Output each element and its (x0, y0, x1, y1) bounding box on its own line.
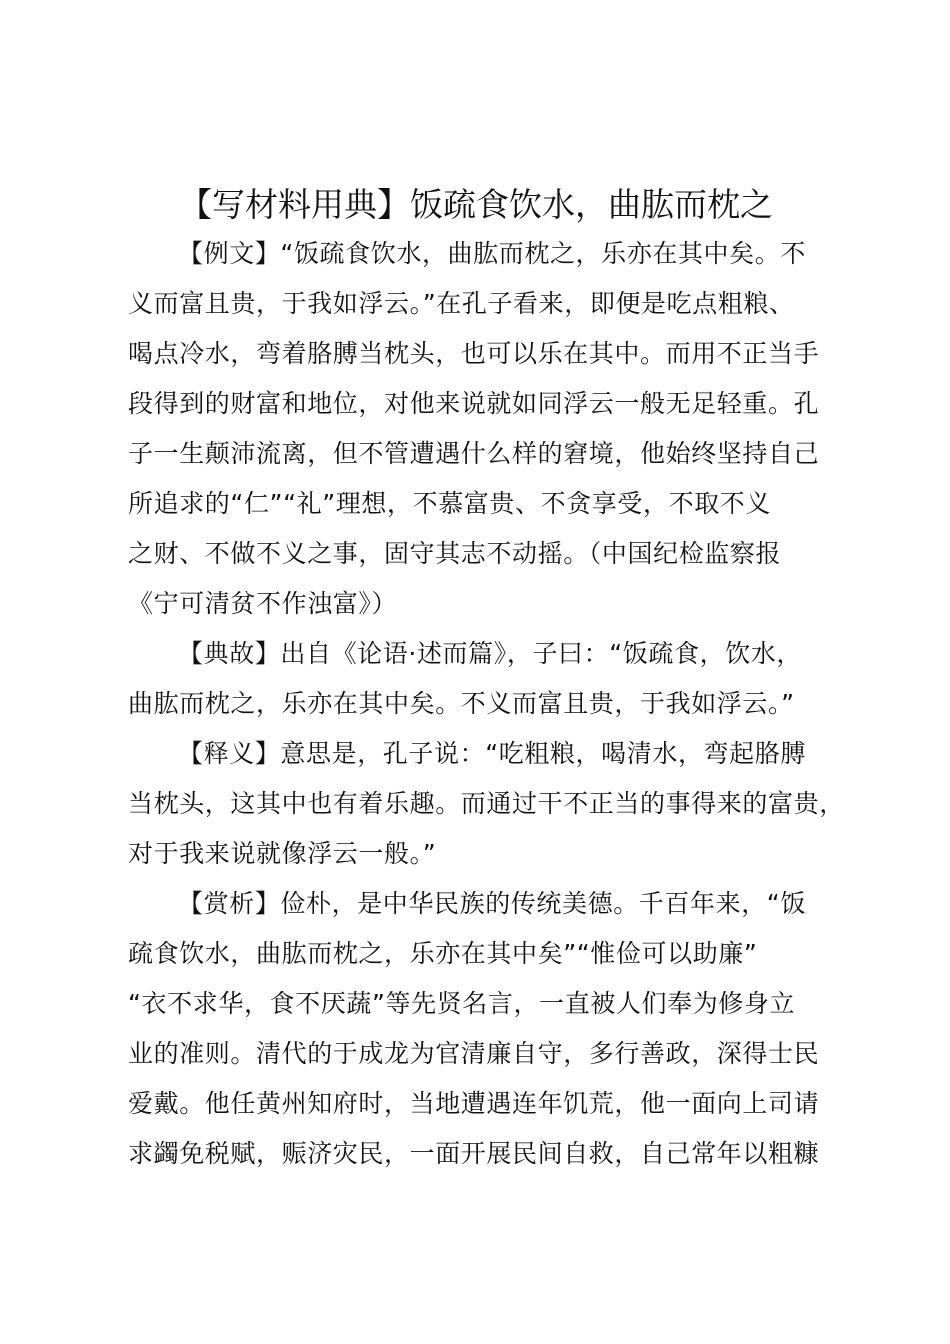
paragraph-appreciation-line: 【赏析】俭朴，是中华民族的传统美德。千百年来，“饭 (178, 889, 806, 918)
paragraph-example-line: 段得到的财富和地位，对他来说就如同浮云一般无足轻重。孔 (128, 389, 820, 418)
paragraph-appreciation-line: 爱戴。他任黄州知府时，当地遭遇连年饥荒，他一面向上司请 (128, 1089, 820, 1118)
paragraph-appreciation-line: 求蠲免税赋，赈济灾民，一面开展民间自救，自己常年以粗糠 (128, 1139, 820, 1168)
paragraph-example-line: 【例文】“饭疏食饮水，曲肱而枕之，乐亦在其中矣。不 (178, 239, 806, 268)
paragraph-example-line: 所追求的“仁”“礼”理想，不慕富贵、不贪享受，不取不义 (128, 489, 772, 518)
paragraph-example-line: 义而富且贵，于我如浮云。”在孔子看来，即便是吃点粗粮、 (128, 289, 795, 318)
paragraph-example-line: 子一生颠沛流离，但不管遭遇什么样的窘境，他始终坚持自己 (128, 439, 820, 468)
paragraph-appreciation-line: 疏食饮水，曲肱而枕之，乐亦在其中矣”“惟俭可以助廉” (128, 939, 758, 968)
paragraph-allusion-line: 【典故】出自《论语·述而篇》，子曰：“饭疏食，饮水， (178, 639, 803, 668)
paragraph-meaning-line: 当枕头，这其中也有着乐趣。而通过干不正当的事得来的富贵， (128, 789, 845, 818)
paragraph-appreciation-line: “衣不求华，食不厌蔬”等先贤名言，一直被人们奉为修身立 (128, 989, 796, 1018)
paragraph-example-line: 之财、不做不义之事，固守其志不动摇。（中国纪检监察报 (128, 539, 782, 568)
paragraph-appreciation-line: 业的准则。清代的于成龙为官清廉自守，多行善政，深得士民 (128, 1039, 820, 1068)
paragraph-meaning-line: 对于我来说就像浮云一般。” (128, 839, 437, 868)
paragraph-meaning-line: 【释义】意思是，孔子说：“吃粗粮，喝清水，弯起胳膊 (178, 739, 806, 768)
paragraph-allusion-line: 曲肱而枕之，乐亦在其中矣。不义而富且贵，于我如浮云。” (128, 689, 795, 718)
paragraph-example-line: 喝点冷水，弯着胳膊当枕头，也可以乐在其中。而用不正当手 (128, 339, 820, 368)
document-title: 【写材料用典】饭疏食饮水，曲肱而枕之 (179, 185, 773, 224)
paragraph-example-line: 《宁可清贫不作浊富》） (128, 589, 398, 618)
